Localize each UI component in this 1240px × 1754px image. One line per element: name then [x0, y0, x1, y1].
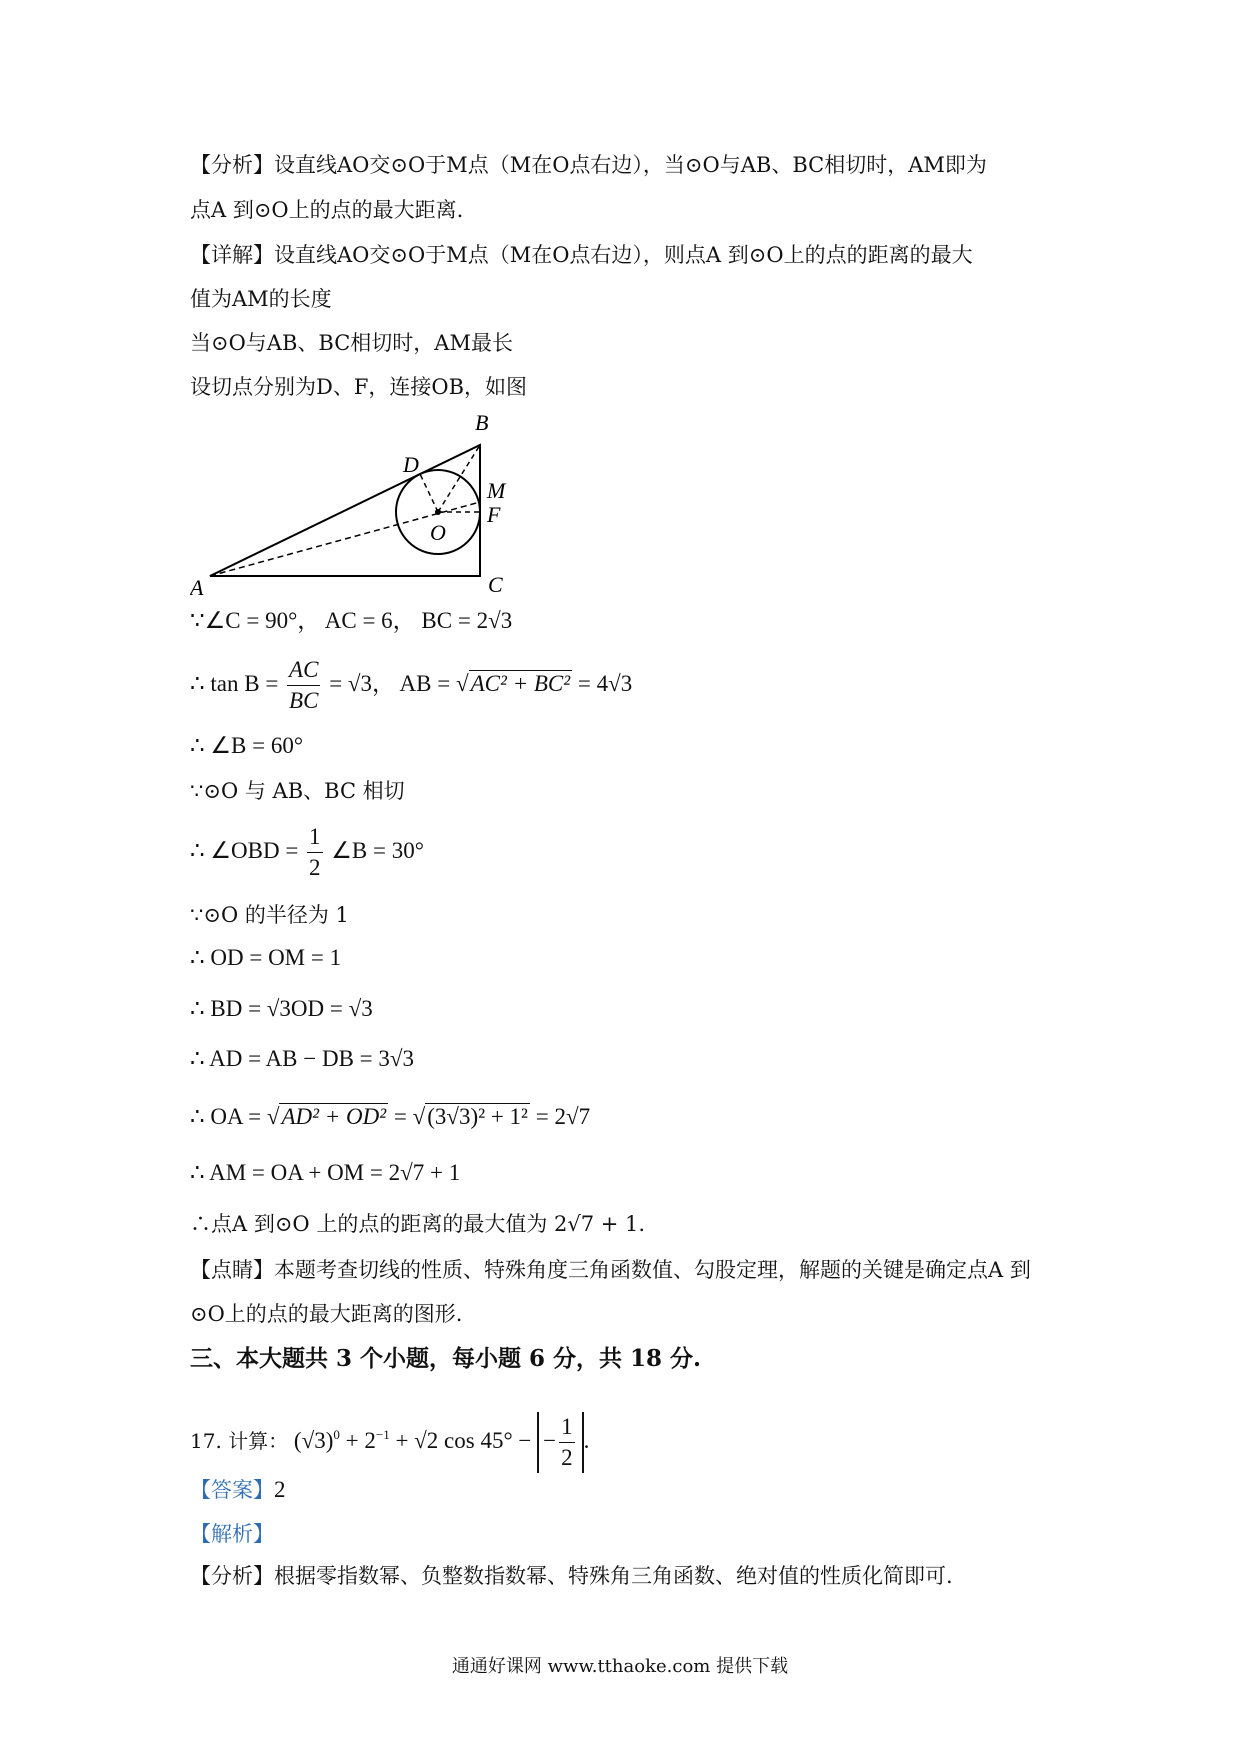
step-3: ∴ ∠B = 60°	[190, 733, 304, 758]
equals: =	[393, 1104, 407, 1129]
step-2-pre: ∴ tan B =	[190, 670, 279, 696]
comment-text: 本题考查切线的性质、特殊角度三角函数值、勾股定理，解题的关键是确定点A 到	[274, 1258, 1031, 1282]
step-12: ∴点A 到⊙O 上的点的距离的最大值为 2√7 + 1.	[190, 1212, 646, 1236]
label-d: D	[403, 452, 419, 477]
step-5-pre: ∴ ∠OBD =	[190, 837, 299, 863]
section-title: 三、本大题共 3 个小题，每小题 6 分，共 18 分.	[190, 1345, 702, 1372]
radical-sign: √	[266, 1104, 280, 1129]
label-o: O	[430, 520, 446, 545]
analysis-line-2: 点A 到⊙O上的点的最大距离.	[190, 198, 464, 222]
label-a: A	[190, 575, 204, 600]
label-f: F	[487, 502, 501, 527]
step-2	[190, 655, 632, 716]
question-17	[190, 1412, 589, 1473]
step-5	[190, 822, 424, 883]
analysis-2-line	[190, 1561, 953, 1591]
step-6: ∵⊙O 的半径为 1	[190, 903, 349, 927]
analysis-line-1	[190, 150, 987, 180]
answer-line	[190, 1475, 286, 1505]
detail-line-2: 值为AM的长度	[190, 287, 332, 311]
step-10	[190, 1102, 590, 1132]
step-7: ∴ OD = OM = 1	[190, 945, 342, 970]
step-2-end: = 4√3	[577, 670, 633, 696]
radical-sign: √	[455, 670, 469, 696]
label-b: B	[475, 410, 489, 435]
radicand: AC² + BC²	[470, 670, 571, 696]
denominator: 2	[309, 855, 321, 880]
exponent-neg1: −1	[375, 1427, 390, 1443]
detail-text: 设直线AO交⊙O于M点（M在O点右边），则点A 到⊙O上的点的距离的最大	[274, 243, 973, 267]
radicand-1: AD² + OD²	[281, 1104, 387, 1129]
step-4: ∵⊙O 与 AB、BC 相切	[190, 779, 405, 803]
analysis-tag: 【分析】	[190, 153, 274, 177]
footer-watermark: 通通好课网 www.tthaoke.com 提供下载	[451, 1656, 789, 1677]
exponent-0: 0	[333, 1427, 340, 1443]
step-9: ∴ AD = AB − DB = 3√3	[190, 1046, 415, 1071]
fraction-half	[559, 1412, 575, 1473]
radicand-2: (3√3)² + 1²	[427, 1104, 528, 1129]
detail-line-3: 当⊙O与AB、BC相切时，AM最长	[190, 331, 513, 355]
step-5-post: ∠B = 30°	[331, 837, 424, 863]
detail-line-1	[190, 240, 973, 270]
step-11: ∴ AM = OA + OM = 2√7 + 1	[190, 1160, 461, 1185]
analysis-2-tag: 【分析】	[190, 1564, 274, 1588]
step-10-pre: ∴ OA =	[190, 1104, 262, 1129]
detail-line-4: 设切点分别为D、F，连接OB，如图	[190, 375, 528, 399]
denominator: BC	[289, 688, 319, 713]
label-c: C	[488, 572, 503, 597]
comment-line-1	[190, 1255, 1031, 1285]
term-2: + 2	[345, 1427, 376, 1453]
answer-value: 2	[274, 1477, 286, 1502]
center-point	[435, 509, 441, 515]
jiexi-tag: 【解析】	[190, 1522, 274, 1546]
period: .	[583, 1427, 590, 1453]
step-8: ∴ BD = √3OD = √3	[190, 996, 373, 1021]
minus-sign: −	[543, 1427, 557, 1453]
label-m: M	[487, 478, 506, 503]
line-od	[420, 474, 438, 512]
step-10-end: = 2√7	[535, 1104, 591, 1129]
denominator: 2	[561, 1445, 573, 1470]
term-cos: + √2 cos 45° −	[395, 1427, 532, 1453]
detail-tag: 【详解】	[190, 243, 274, 267]
fraction-half	[307, 822, 323, 883]
step-1: ∵∠C = 90°， AC = 6， BC = 2√3	[190, 608, 513, 633]
numerator: 1	[307, 822, 323, 853]
absolute-value	[537, 1412, 583, 1473]
comment-tag: 【点睛】	[190, 1258, 274, 1282]
question-label: 17. 计算：	[190, 1428, 289, 1453]
comment-line-2: ⊙O上的点的最大距离的图形.	[190, 1302, 463, 1326]
numerator: AC	[287, 655, 320, 686]
geometry-diagram	[190, 410, 520, 600]
answer-tag: 【答案】	[190, 1478, 274, 1502]
fraction-ac-bc	[287, 655, 320, 716]
step-2-post: = √3， AB =	[329, 670, 451, 696]
analysis-text: 设直线AO交⊙O于M点（M在O点右边），当⊙O与AB、BC相切时，AM即为	[274, 153, 987, 177]
analysis-2-text: 根据零指数幂、负整数指数幂、特殊角三角函数、绝对值的性质化简即可.	[274, 1564, 953, 1588]
numerator: 1	[559, 1412, 575, 1443]
term-sqrt3: (√3)	[293, 1427, 334, 1453]
radical-sign: √	[412, 1104, 426, 1129]
